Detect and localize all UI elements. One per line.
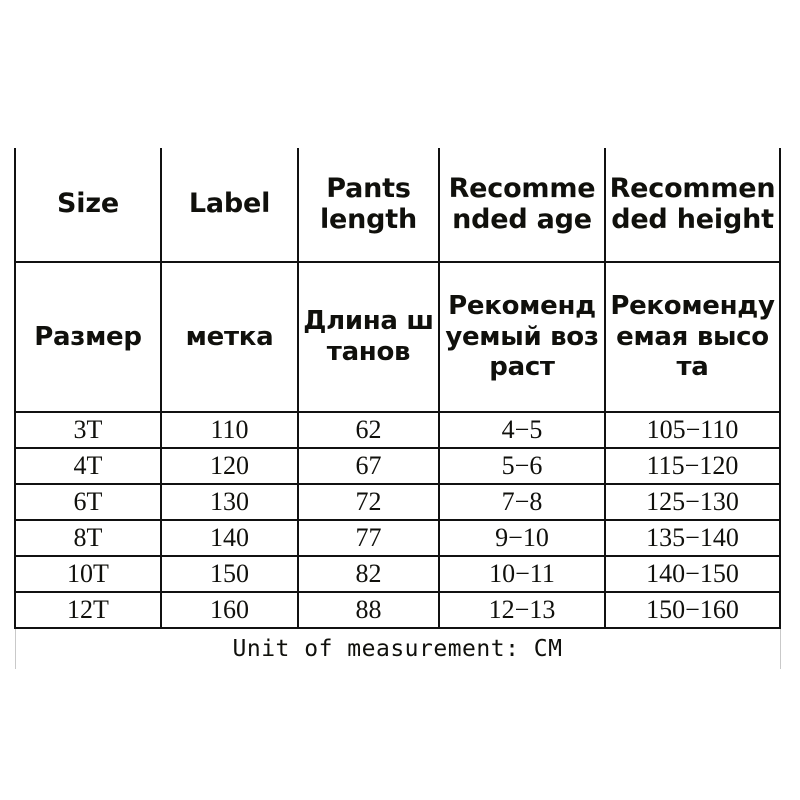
cell-label: 150 xyxy=(161,556,298,592)
cell-recommended-height: 140−150 xyxy=(605,556,780,592)
cell-recommended-height: 150−160 xyxy=(605,592,780,628)
cell-recommended-height: 135−140 xyxy=(605,520,780,556)
cell-size: 8T xyxy=(15,520,161,556)
table-row xyxy=(15,556,780,592)
cell-pants-length: 67 xyxy=(298,448,439,484)
cell-label: 120 xyxy=(161,448,298,484)
header-line: емая высо xyxy=(616,321,769,352)
header-row-english xyxy=(15,148,780,262)
cell-size: 6T xyxy=(15,484,161,520)
cell-size: 12T xyxy=(15,592,161,628)
header-size-en xyxy=(15,148,161,262)
table-row xyxy=(15,412,780,448)
cell-recommended-age: 7−8 xyxy=(439,484,605,520)
cell-recommended-height: 105−110 xyxy=(605,412,780,448)
cell-pants-length: 82 xyxy=(298,556,439,592)
cell-recommended-age: 10−11 xyxy=(439,556,605,592)
header-recommended-height-en xyxy=(605,148,780,262)
cell-label: 110 xyxy=(161,412,298,448)
header-line: Размер xyxy=(34,321,142,352)
cell-pants-length: 62 xyxy=(298,412,439,448)
header-line: length xyxy=(319,203,418,235)
header-size-ru xyxy=(15,262,161,412)
cell-pants-length: 77 xyxy=(298,520,439,556)
unit-note: Unit of measurement: CM xyxy=(15,628,780,669)
header-row-russian xyxy=(15,262,780,412)
header-line: та xyxy=(676,352,709,383)
header-line: Рекоменду xyxy=(610,290,775,321)
cell-label: 160 xyxy=(161,592,298,628)
cell-label: 140 xyxy=(161,520,298,556)
cell-size: 4T xyxy=(15,448,161,484)
header-line: уемый воз xyxy=(445,321,599,352)
header-line: Recommen xyxy=(609,173,776,205)
header-recommended-age-en xyxy=(439,148,605,262)
header-label-ru xyxy=(161,262,298,412)
header-recommended-age-ru xyxy=(439,262,605,412)
header-line: раст xyxy=(489,352,555,383)
cell-recommended-age: 4−5 xyxy=(439,412,605,448)
cell-pants-length: 88 xyxy=(298,592,439,628)
cell-recommended-age: 12−13 xyxy=(439,592,605,628)
header-pants-length-ru xyxy=(298,262,439,412)
header-line: Size xyxy=(57,188,119,220)
cell-pants-length: 72 xyxy=(298,484,439,520)
header-line: Pants xyxy=(326,173,411,205)
table-row xyxy=(15,592,780,628)
table-row xyxy=(15,484,780,520)
size-chart xyxy=(14,148,779,669)
header-line: танов xyxy=(326,337,411,367)
size-chart-table xyxy=(14,148,781,669)
cell-size: 10T xyxy=(15,556,161,592)
header-line: метка xyxy=(185,321,274,352)
size-chart-body xyxy=(15,148,780,669)
header-line: nded age xyxy=(452,203,592,235)
header-line: ded height xyxy=(611,203,774,235)
cell-recommended-age: 9−10 xyxy=(439,520,605,556)
table-row xyxy=(15,448,780,484)
header-line: Рекоменд xyxy=(448,290,596,321)
header-line: Label xyxy=(188,188,271,220)
table-row xyxy=(15,520,780,556)
cell-size: 3T xyxy=(15,412,161,448)
header-recommended-height-ru xyxy=(605,262,780,412)
cell-recommended-age: 5−6 xyxy=(439,448,605,484)
header-pants-length-en xyxy=(298,148,439,262)
header-line: Длина ш xyxy=(303,306,434,337)
header-label-en xyxy=(161,148,298,262)
header-line: Recomme xyxy=(448,173,596,205)
cell-recommended-height: 125−130 xyxy=(605,484,780,520)
cell-label: 130 xyxy=(161,484,298,520)
footer-row xyxy=(15,628,780,669)
cell-recommended-height: 115−120 xyxy=(605,448,780,484)
